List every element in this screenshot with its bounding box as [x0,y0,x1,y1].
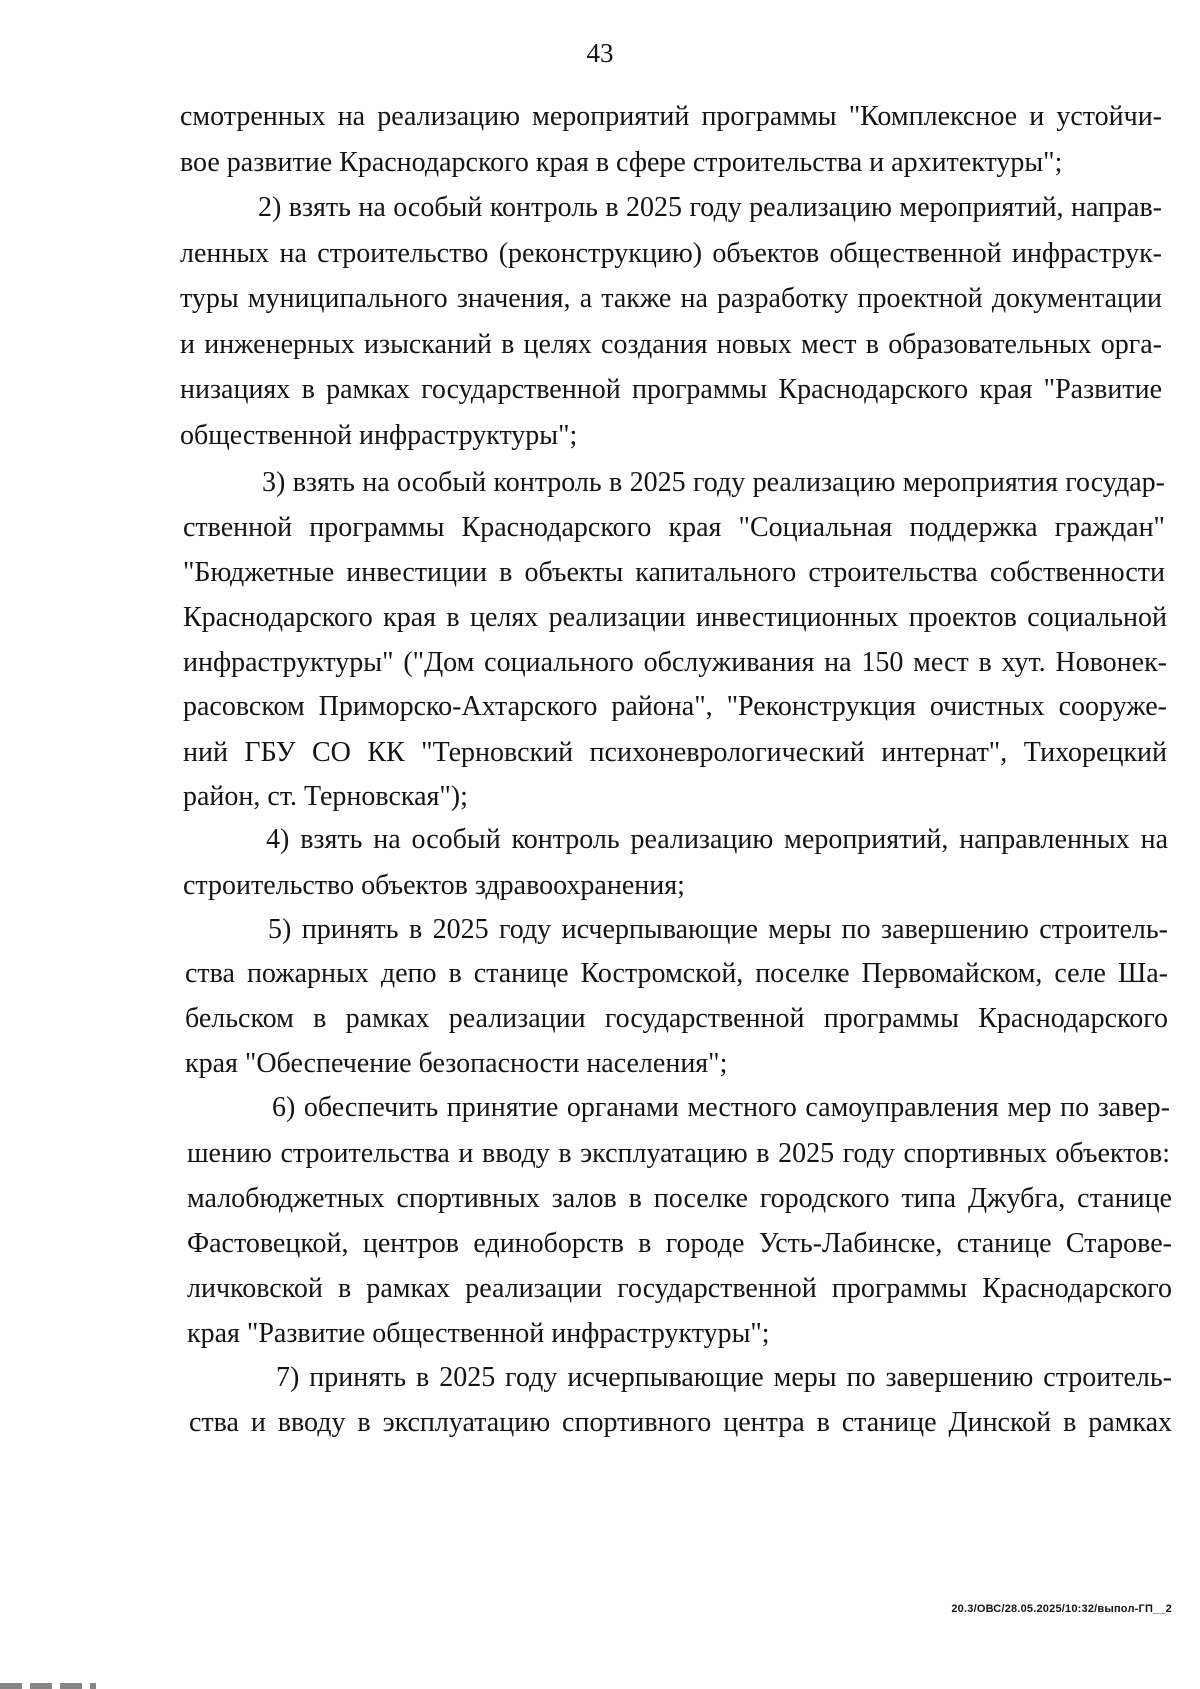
text-line: общественной инфраструктуры"; [180,420,578,451]
text-line: инфраструктуры" ("Дом социального обслуживания на 150 мест в хут. Новонек- [183,647,1167,678]
text-line: 4) взять на особый контроль реализацию мероприятий, направленных на [266,824,1168,855]
text-line: личковской в рамках реализации государственной программы Краснодарского [187,1273,1172,1304]
text-line: ленных на строительство (реконструкцию) объектов общественной инфраструк- [180,238,1162,269]
text-line: края "Развитие общественной инфраструктуры"; [187,1318,770,1349]
text-line: 7) принять в 2025 году исчерпывающие меры по завершению строитель- [276,1362,1172,1393]
scan-edge-mark [0,1683,96,1689]
text-line: 5) принять в 2025 году исчерпывающие меры по завершению строитель- [268,914,1168,945]
text-line: 3) взять на особый контроль в 2025 году реализацию мероприятия государ- [262,467,1165,498]
text-line: и инженерных изысканий в целях создания новых мест в образовательных орга- [180,329,1162,360]
text-line: края "Обеспечение безопасности населения"; [185,1048,728,1079]
text-line: туры муниципального значения, а также на разработку проектной документации [180,283,1162,314]
text-line: ства пожарных депо в станице Костромской, поселке Первомайском, селе Ша- [185,958,1168,989]
page-number: 43 [586,38,614,68]
text-line: ственной программы Краснодарского края "Социальная поддержка граждан" [183,512,1165,543]
text-line: вое развитие Краснодарского края в сфере строительства и архитектуры"; [180,147,1063,178]
text-line: шению строительства и вводу в эксплуатацию в 2025 году спортивных объектов: [187,1138,1170,1169]
text-line: низациях в рамках государственной программы Краснодарского края "Развитие [180,374,1162,405]
text-line: 6) обеспечить принятие органами местного самоуправления мер по завер- [272,1092,1170,1123]
text-line: Краснодарского края в целях реализации инвестиционных проектов социальной [183,602,1167,633]
text-line: район, ст. Терновская"); [183,781,468,812]
text-line: расовском Приморско-Ахтарского района", "Реконструкция очистных сооруже- [183,691,1167,722]
text-line: бельском в рамках реализации государственной программы Краснодарского [185,1003,1168,1034]
text-line: Фастовецкой, центров единоборств в городе Усть-Лабинске, станице Старове- [187,1228,1172,1259]
document-footer-code: 20.3/ОВС/28.05.2025/10:32/выпол-ГП__2 [951,1603,1172,1615]
text-line: 2) взять на особый контроль в 2025 году реализацию мероприятий, направ- [258,192,1162,223]
text-line: "Бюджетные инвестиции в объекты капитального строительства собственности [183,557,1165,588]
text-line: малобюджетных спортивных залов в поселке городского типа Джубга, станице [187,1183,1172,1214]
text-line: строительство объектов здравоохранения; [183,870,685,901]
text-line: смотренных на реализацию мероприятий программы "Комплексное и устойчи- [180,101,1162,132]
text-line: ний ГБУ СО КК "Терновский психоневрологический интернат", Тихорецкий [183,737,1167,768]
text-line: ства и вводу в эксплуатацию спортивного центра в станице Динской в рамках [189,1407,1172,1438]
